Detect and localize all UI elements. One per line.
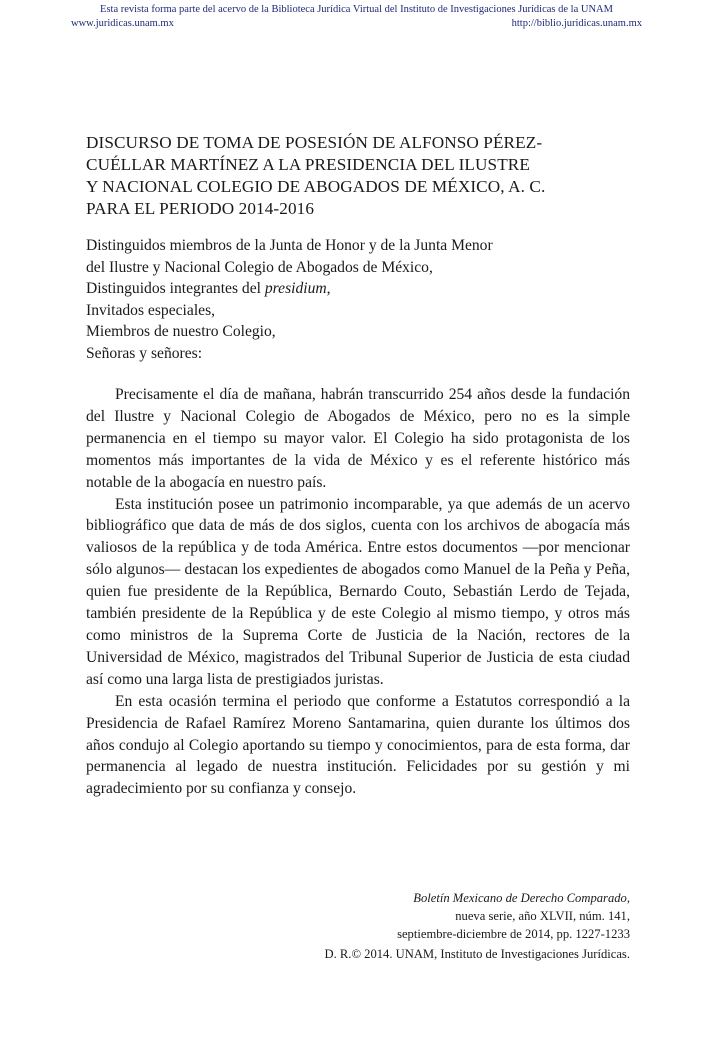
journal-punct: , (626, 891, 630, 905)
repository-notice: Esta revista forma parte del acervo de la Biblioteca Jurídica Virtual del Instituto de Investigaciones Jurídicas de la UNAM (100, 4, 613, 15)
salutation-line: Miembros de nuestro Colegio, (86, 323, 276, 341)
citation-journal-line (210, 890, 630, 908)
speech-body (86, 384, 630, 800)
salutation-punct: , (326, 280, 331, 298)
salutation-text: Distinguidos integrantes del (86, 280, 265, 298)
journal-citation (210, 890, 630, 943)
salutation-line: Distinguidos miembros de la Junta de Honor y de la Junta Menor (86, 237, 493, 254)
salutation-line (86, 278, 646, 300)
presidium-term: presidium (264, 280, 327, 298)
citation-series: nueva serie, año XLVII, núm. 141, (455, 908, 630, 923)
salutation-line: Invitados especiales, (86, 301, 216, 319)
repository-links (0, 17, 713, 31)
site-link-left[interactable]: www.juridicas.unam.mx (71, 18, 174, 29)
title-line: DISCURSO DE TOMA DE POSESIÓN DE ALFONSO PÉREZ- (86, 133, 543, 152)
title-line: PARA EL PERIODO 2014-2016 (86, 199, 315, 218)
citation-issue: septiembre-diciembre de 2014, pp. 1227-1233 (397, 926, 630, 941)
salutation-block (86, 235, 646, 365)
document-title (86, 132, 646, 220)
repository-banner (0, 3, 713, 31)
salutation-line: del Ilustre y Nacional Colegio de Abogados de México, (86, 258, 433, 276)
title-line: CUÉLLAR MARTÍNEZ A LA PRESIDENCIA DEL ILUSTRE (86, 155, 530, 174)
salutation-line: Señoras y señores: (86, 344, 203, 362)
site-link-right[interactable]: http://biblio.juridicas.unam.mx (511, 18, 642, 29)
paragraph: En esta ocasión termina el periodo que conforme a Estatutos correspondió a la Presidencia de Rafael Ramírez Moreno Santamarina, quien durante los últimos dos años condujo al Colegio aportando su tiempo y conocimientos, para de esta forma, dar permanencia al legado de nuestra institución. Felicidades por su gestión y mi agradecimiento por su confianza y consejo. (86, 692, 630, 798)
journal-name: Boletín Mexicano de Derecho Comparado (413, 891, 627, 905)
paragraph: Precisamente el día de mañana, habrán transcurrido 254 años desde la fundación del Ilustre y Nacional Colegio de Abogados de México, pero no es la simple permanencia en el tiempo su mayor valor. El Colegio ha sido protagonista de los momentos más importantes de la vida de México y es el referente histórico más notable de la abogacía en nuestro país. (86, 386, 630, 491)
copyright-notice: D. R.© 2014. UNAM, Instituto de Investigaciones Jurídicas. (324, 947, 630, 961)
title-line: Y NACIONAL COLEGIO DE ABOGADOS DE MÉXICO, A. C. (86, 177, 546, 196)
paragraph: Esta institución posee un patrimonio incomparable, ya que además de un acervo bibliográfico que data de más de dos siglos, cuenta con los archivos de abogacía más valiosos de la república y de toda América. Entre estos documentos —por mencionar sólo algunos— destacan los expedientes de abogados como Manuel de la Peña y Peña, quien fue presidente de la República, Bernardo Couto, Sebastián Lerdo de Tejada, también presidente de la República y de este Colegio al mismo tiempo, y otros más como ministros de la Suprema Corte de Justicia de la Nación, rectores de la Universidad de México, magistrados del Tribunal Superior de Justicia de esta ciudad así como una larga lista de prestigiados juristas. (86, 495, 630, 688)
